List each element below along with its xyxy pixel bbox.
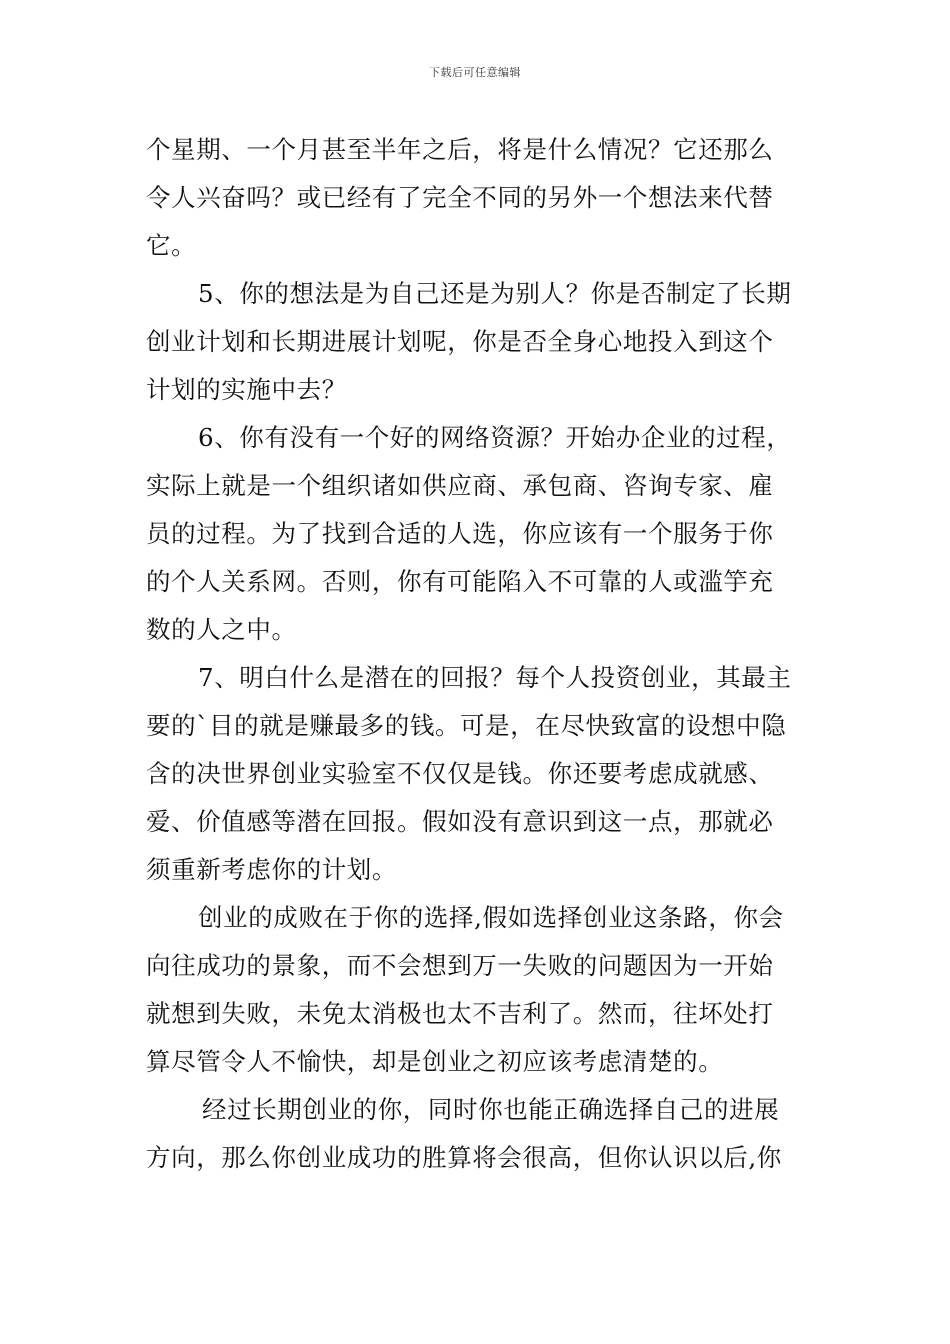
text-line: 令人兴奋吗？或已经有了完全不同的另外一个想法来代替 (146, 183, 774, 212)
text-line: 员的过程。为了找到合适的人选，你应该有一个服务于你 (146, 519, 774, 548)
paragraph-start-line: 7、明白什么是潜在的回报？每个人投资创业，其最主 (198, 663, 792, 692)
text-line: 的个人关系网。否则，你有可能陷入不可靠的人或滥竽充 (146, 567, 774, 596)
text-line: 它。 (146, 231, 197, 260)
paragraph-start-line: 经过长期创业的你，同时你也能正确选择自己的进展 (202, 1095, 780, 1124)
text-line: 就想到失败，未免太消极也太不吉利了。然而，往坏处打 (146, 999, 774, 1028)
text-line: 数的人之中。 (146, 615, 297, 644)
text-line: 个星期、一个月甚至半年之后，将是什么情况？它还那么 (146, 135, 774, 164)
text-line: 要的`目的就是赚最多的钱。可是，在尽快致富的设想中隐 (146, 711, 787, 740)
text-line: 须重新考虑你的计划。 (146, 855, 397, 884)
text-line: 创业计划和长期进展计划呢，你是否全身心地投入到这个 (146, 327, 774, 356)
text-line: 方向，那么你创业成功的胜算将会很高，但你认识以后,你 (146, 1143, 782, 1172)
text-line: 计划的实施中去？ (146, 375, 347, 404)
text-line: 实际上就是一个组织诸如供应商、承包商、咨询专家、雇 (146, 471, 774, 500)
text-line: 算尽管令人不愉快，却是创业之初应该考虑清楚的。 (146, 1047, 724, 1076)
text-line: 含的决世界创业实验室不仅仅是钱。你还要考虑成就感、 (146, 759, 774, 788)
page-header: 下载后可任意编辑 (429, 66, 521, 79)
text-line: 爱、价值感等潜在回报。假如没有意识到这一点，那就必 (146, 807, 774, 836)
paragraph-start-line: 6、你有没有一个好的网络资源？开始办企业的过程， (198, 423, 792, 452)
text-line: 向往成功的景象，而不会想到万一失败的问题因为一开始 (146, 951, 774, 980)
document-body (146, 126, 810, 1182)
paragraph-start-line: 5、你的想法是为自己还是为别人？你是否制定了长期 (198, 279, 792, 308)
paragraph-start-line: 创业的成败在于你的选择,假如选择创业这条路，你会 (198, 903, 784, 932)
